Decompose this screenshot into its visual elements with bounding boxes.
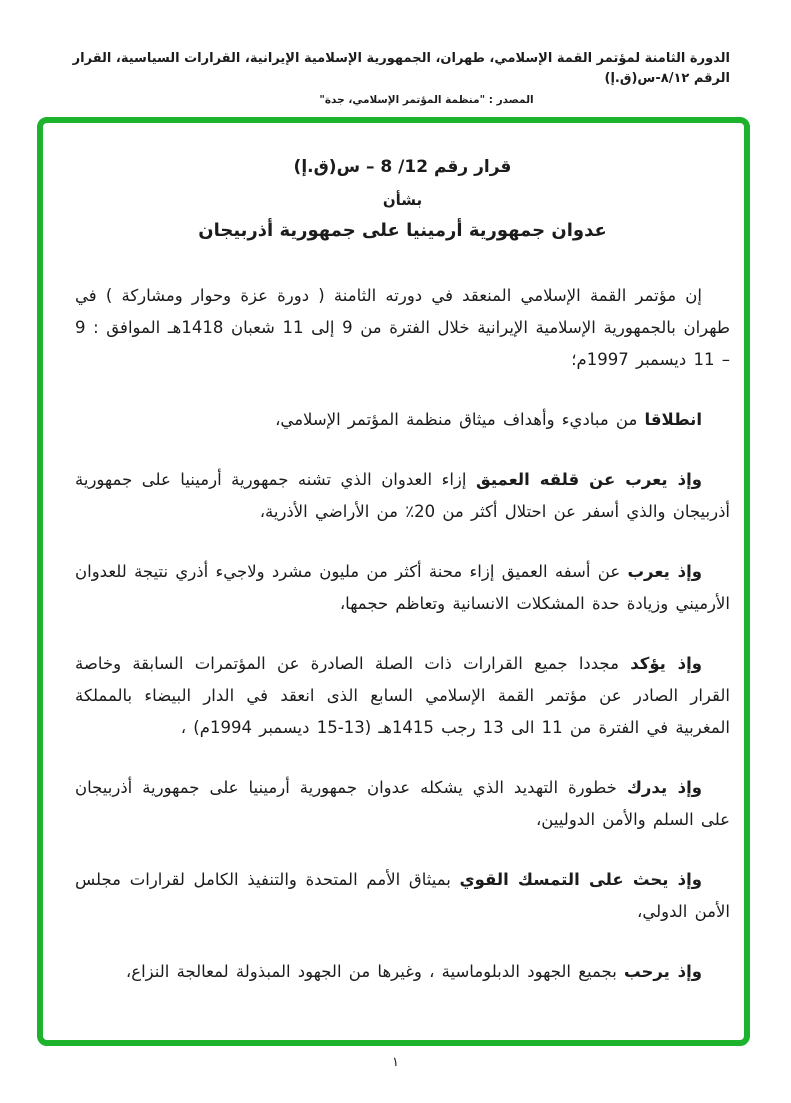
paragraph-lead: وإذ يرحب [624,962,702,981]
paragraph-reaffirming [75,648,730,744]
paragraph-lead: وإذ يحث على التمسك القوي [459,870,702,889]
paragraph-deep-regret [75,556,730,620]
paragraph-text: مجددا جميع القرارات ذات الصلة الصادرة عن المؤتمرات السابقة وخاصة القرار الصادر عن مؤتمر القمة الإسلامي السابع الذى انعقد في الدار البيضاء بالمملكة المغربية في الفترة من 11 الى 13 رجب 1415هـ (13-15 ديسمبر 1994م) ، [75,654,730,737]
paragraph-text: إن مؤتمر القمة الإسلامي المنعقد في دورته الثامنة ( دورة عزة وحوار ومشاركة ) في طهران بالجمهورية الإسلامية الإيرانية خلال الفترة من 9 إلى 11 شعبان 1418هـ الموافق : 9 – 11 ديسمبر 1997م؛ [75,286,730,369]
paragraph-aware-of-threat [75,772,730,836]
paragraph-lead: وإذ يعرب [627,562,702,581]
resolution-subject-title: عدوان جمهورية أرمينيا على جمهورية أذربيجان [198,220,607,241]
header-citation: الدورة الثامنة لمؤتمر القمة الإسلامي، طهران، الجمهورية الإسلامية الإيرانية، القرارات السياسية، القرار الرقم ٨/١٢-س(ق.إ) [72,51,730,86]
paragraph-urging-adherence [75,864,730,928]
paragraph-text: بجميع الجهود الدبلوماسية ، وغيرها من الجهود المبذولة لمعالجة النزاع، [125,962,625,981]
paragraph-text: من مباديء وأهداف ميثاق منظمة المؤتمر الإسلامي، [275,410,645,429]
paragraph-welcoming-efforts [75,956,730,988]
paragraph-text: بميثاق الأمم المتحدة والتنفيذ الكامل لقرارات مجلس الأمن الدولي، [75,870,730,921]
resolution-number-title: قرار رقم 12/ 8 – س(ق.إ) [293,157,512,177]
document-header [61,49,730,109]
page-number: ١ [392,1055,399,1070]
subject-label: بشأن [382,191,423,209]
paragraph-lead: وإذ يدرك [626,778,702,797]
paragraph-deep-concern [75,464,730,528]
green-frame [37,117,750,1046]
paragraph-text: خطورة التهديد الذي يشكله عدوان جمهورية أرمينيا على جمهورية أذربيجان على السلم والأمن الدوليين، [75,778,730,829]
paragraph-lead: وإذ يؤكد [630,654,702,673]
paragraph-lead: وإذ يعرب عن قلقه العميق [475,470,702,489]
paragraph-session [75,280,730,376]
paragraph-proceeding [75,404,730,436]
paragraph-text: إزاء العدوان الذي تشنه جمهورية أرمينيا على جمهورية أذربيجان والذي أسفر عن احتلال أكثر من 20٪ من الأراضي الأذرية، [75,470,730,521]
header-source: المصدر : "منظمة المؤتمر الإسلامي، جدة" [319,94,534,106]
paragraph-lead: انطلاقا [644,410,702,429]
paragraph-text: عن أسفه العميق إزاء محنة أكثر من مليون مشرد ولاجيء أذري نتيجة للعدوان الأرميني وزيادة حدة المشكلات الانسانية وتعاظم حجمها، [75,562,730,613]
